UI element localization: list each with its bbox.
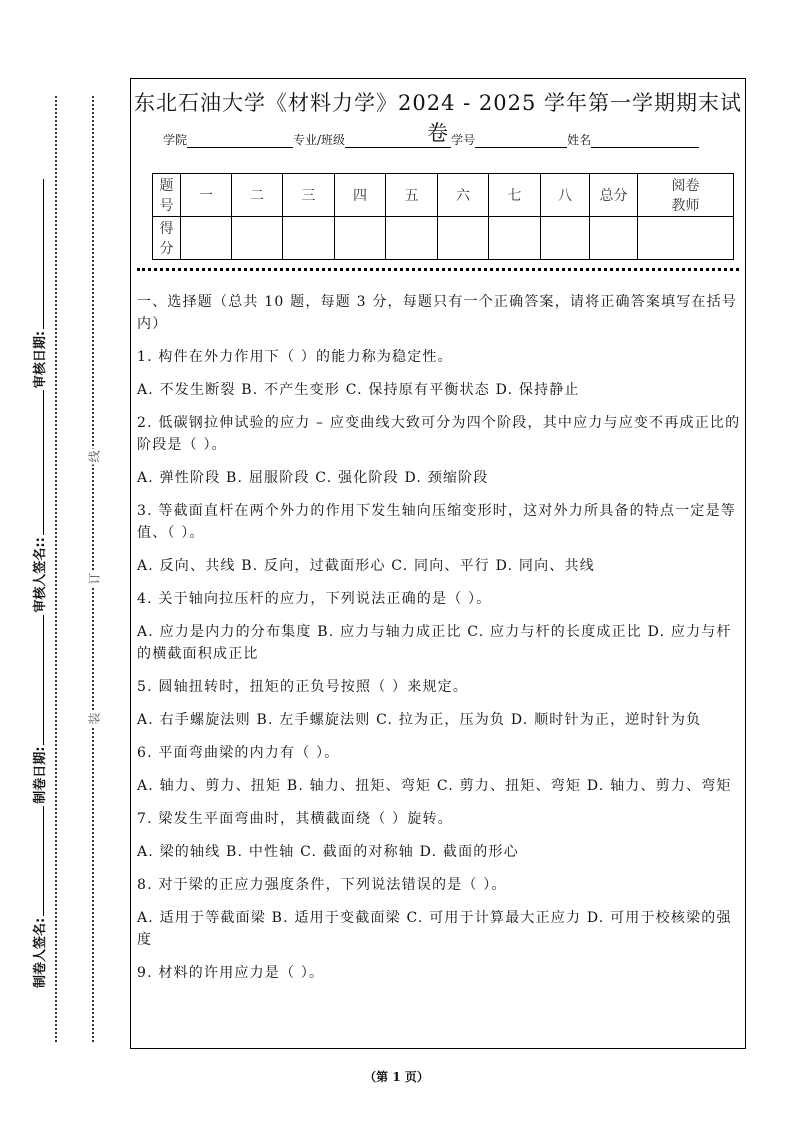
question-text: 2. 低碳钢拉伸试验的应力 – 应变曲线大致可分为四个阶段，其中应力与应变不再成正比的阶段是（ ）。 (137, 415, 741, 453)
bind-char-zhuang: 装 (87, 712, 102, 725)
score-cell[interactable] (283, 217, 335, 260)
page-number: （第 1 页） (364, 1070, 429, 1084)
col-2: 二 (232, 174, 283, 217)
score-cell[interactable] (638, 217, 734, 260)
question-text: 9. 材料的许用应力是（ ）。 (137, 965, 325, 981)
question-options: A. 适用于等截面梁 B. 适用于变截面梁 C. 可用于计算最大正应力 D. 可用于校核梁的强度 (137, 910, 732, 948)
col-5: 五 (386, 174, 438, 217)
score-cell[interactable] (489, 217, 541, 260)
score-label: 得 分 (153, 217, 181, 260)
question-options: A. 应力是内力的分布集度 B. 应力与轴力成正比 C. 应力与杆的长度成正比 D. 应力与杆的横截面积成正比 (137, 624, 732, 662)
reviewer-signature-label: 审核人签名:: (33, 537, 48, 613)
score-cell[interactable] (541, 217, 590, 260)
exam-title: 东北石油大学《材料力学》2024 - 2025 学年第一学期期末试卷 (133, 91, 742, 145)
col-1: 一 (181, 174, 232, 217)
score-cell[interactable] (232, 217, 283, 260)
maker-signature-label: 制卷人签名: (33, 917, 48, 988)
col-8: 八 (541, 174, 590, 217)
binding-dotted-line-outer (55, 96, 57, 1042)
question-options: A. 反向、共线 B. 反向，过截面形心 C. 同向、平行 D. 同向、共线 (137, 558, 595, 574)
question-options: A. 不发生断裂 B. 不产生变形 C. 保持原有平衡状态 D. 保持静止 (137, 382, 580, 398)
binding-dotted-line-inner (92, 96, 94, 1042)
score-table (152, 173, 734, 260)
score-cell[interactable] (181, 217, 232, 260)
review-date-line (42, 179, 44, 329)
bind-char-ding: 订 (87, 572, 102, 585)
question-text: 7. 梁发生平面弯曲时，其横截面绕（ ）旋转。 (137, 811, 453, 827)
student-info-row (163, 131, 699, 148)
question-text: 1. 构件在外力作用下（ ）的能力称为稳定性。 (137, 349, 453, 365)
student-id-label: 学号 (451, 133, 476, 147)
score-table-score-row (153, 217, 734, 260)
question-options: A. 右手螺旋法则 B. 左手螺旋法则 C. 拉为正，压为负 D. 顺时针为正，逆时针为负 (137, 712, 702, 728)
name-field[interactable] (591, 135, 699, 148)
question-text: 3. 等截面直杆在两个外力的作用下发生轴向压缩变形时，这对外力所具备的特点一定是等值、（ ）。 (137, 503, 737, 541)
score-cell[interactable] (335, 217, 386, 260)
college-field[interactable] (187, 135, 293, 148)
college-label: 学院 (163, 133, 188, 147)
signature-margin (28, 100, 48, 1040)
score-cell[interactable] (590, 217, 638, 260)
section-heading: 一、选择题（总共 10 题，每题 3 分，每题只有一个正确答案，请将正确答案填写在括号内） (137, 294, 738, 332)
question-section (137, 291, 741, 995)
dotted-separator (137, 268, 739, 271)
major-label: 专业/班级 (293, 133, 346, 147)
col-total: 总分 (590, 174, 638, 217)
exam-content-frame (130, 78, 746, 1049)
col-6: 六 (438, 174, 489, 217)
question-number-label: 题 号 (153, 174, 181, 217)
student-id-field[interactable] (475, 135, 567, 148)
question-text: 8. 对于梁的正应力强度条件，下列说法错误的是（ ）。 (137, 877, 507, 893)
col-7: 七 (489, 174, 541, 217)
question-options: A. 弹性阶段 B. 屈服阶段 C. 强化阶段 D. 颈缩阶段 (137, 470, 489, 486)
score-cell[interactable] (438, 217, 489, 260)
reviewer-signature-line (42, 390, 44, 535)
question-text: 4. 关于轴向拉压杆的应力，下列说法正确的是（ ）。 (137, 591, 492, 607)
question-text: 6. 平面弯曲梁的内力有（ ）。 (137, 745, 340, 761)
question-options: A. 轴力、剪力、扭矩 B. 轴力、扭矩、弯矩 C. 剪力、扭矩、弯矩 D. 轴力、剪力、弯矩 (137, 778, 732, 794)
make-date-line (42, 615, 44, 745)
score-cell[interactable] (386, 217, 438, 260)
make-date-label: 制卷日期: (33, 746, 48, 804)
maker-signature-line (42, 806, 44, 916)
score-table-header-row (153, 174, 734, 217)
col-4: 四 (335, 174, 386, 217)
name-label: 姓名 (567, 133, 592, 147)
col-reviewer: 阅卷 教师 (638, 174, 734, 217)
question-text: 5. 圆轴扭转时，扭矩的正负号按照（ ）来规定。 (137, 679, 469, 695)
question-options: A. 梁的轴线 B. 中性轴 C. 截面的对称轴 D. 截面的形心 (137, 844, 519, 860)
review-date-label: 审核日期: (33, 330, 48, 389)
col-3: 三 (283, 174, 335, 217)
major-field[interactable] (345, 135, 451, 148)
bind-char-xian: 线 (87, 450, 102, 463)
